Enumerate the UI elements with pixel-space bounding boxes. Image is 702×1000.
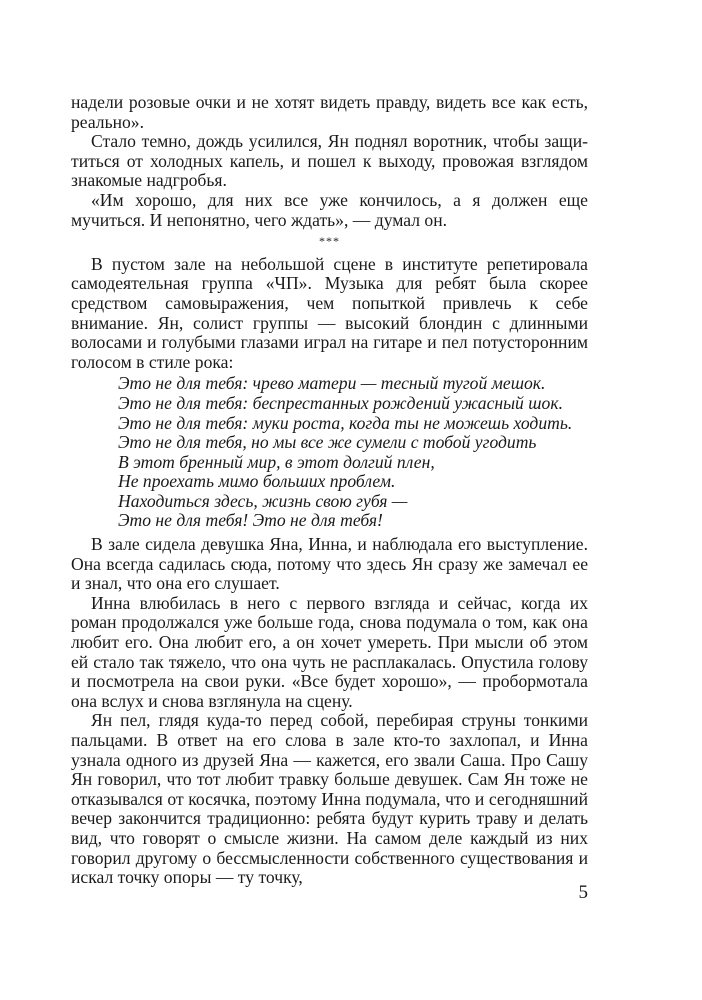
poem-line: Это не для тебя: чрево матери — тесный тугой мешок. [118, 373, 546, 394]
song-lyrics [118, 374, 588, 531]
poem-line: Это не для тебя, но мы все же сумели с тобой угодить [118, 432, 537, 453]
page-number: 5 [578, 882, 588, 903]
paragraph-inna-in-hall: В зале сидела девушка Яна, Инна, и наблюдала его выступление. Она всегда садилась сюда, потому что здесь Ян сразу же замечал ее и знал, что она его слушает. [71, 534, 588, 594]
poem-line: Это не для тебя: беспрестанных рождений ужасный шок. [118, 392, 563, 413]
paragraph-yan-sings: Ян пел, глядя куда-то перед собой, перебирая струны тонкими пальцами. В ответ на его слова в зале кто-то захлопал, и Инна узнала одного из друзей Яна — кажется, его звали Саша. Про Сашу Ян говорил, что тот любит травку больше девушек. Сам Ян тоже не отказывался от косячка, поэтому Инна подумала, что и сегодняшний вечер закончится традиционно: ребята будут курить траву и делать вид, что говорят о смысле жизни. На самом деле каждый из них говорил другому о бессмысленности собственного существования и искал точку опоры — ту точку, [71, 710, 588, 888]
poem-line: В этот бренный мир, в этот долгий плен, [118, 451, 435, 472]
section-separator: *** [319, 234, 340, 249]
poem-line: Это не для тебя: муки роста, когда ты не можешь ходить. [118, 412, 573, 433]
poem-line: Находиться здесь, жизнь свою губя — [118, 490, 408, 511]
paragraph-rehearsal: В пустом зале на небольшой сцене в институте репетировала самодеятельная группа «ЧП». Музыка для ребят была скорее средством самовыражения, чем попыткой привлечь к себе внимание. Ян, солист группы — высокий блондин с длинными волосами и голубыми глазами играл на гитаре и пел потусторонним голосом в стиле рока: [71, 253, 588, 372]
page-text [71, 93, 588, 888]
paragraph-dark-rain: Стало темно, дождь усилился, Ян поднял воротник, чтобы защититься от холодных капель, и пошел к выходу, провожая взглядом знакомые надгробья. [71, 131, 588, 191]
poem-line: Не проехать мимо больших проблем. [118, 471, 396, 492]
paragraph-continuation: надели розовые очки и не хотят видеть правду, видеть все как есть, реально». [71, 92, 588, 132]
paragraph-inna-love: Инна влюбилась в него с первого взгляда и сейчас, когда их роман продолжался уже больше года, снова подумала о том, как она любит его. Она любит его, а он хочет умереть. При мысли об этом ей стало так тяжело, что она чуть не расплакалась. Опустила голову и посмотрела на свои руки. «Все будет хорошо», — пробормотала она вслух и снова взглянула на сцену. [71, 592, 588, 711]
poem-line: Это не для тебя! Это не для тебя! [118, 510, 383, 531]
paragraph-yan-thoughts: «Им хорошо, для них все уже кончилось, а я должен еще мучиться. И непонятно, чего ждать», — думал он. [71, 189, 588, 230]
